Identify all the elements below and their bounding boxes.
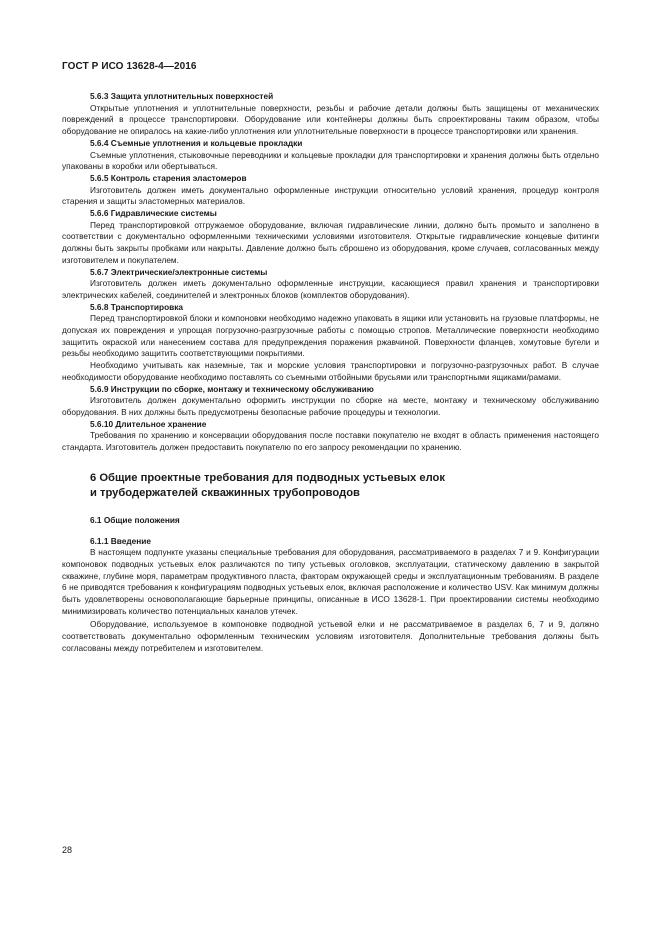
section-title-line: 6 Общие проектные требования для подводных устьевых елок bbox=[90, 471, 445, 484]
section-6-title bbox=[90, 471, 599, 501]
heading-5-6-6: 5.6.6 Гидравлические системы bbox=[90, 208, 217, 219]
paragraph: Открытые уплотнения и уплотнительные поверхности, резьбы и рабочие детали должны быть защищены от механических повреждений в процессе транспортировки. Оборудование или контейнеры должны быть спроектированы таким образом, чтобы оборудование не опиралось на какие-либо уплотнения или уплотнительные поверхности в процессе транспортировки или хранения. bbox=[62, 102, 599, 137]
heading-6-1-1: 6.1.1 Введение bbox=[90, 535, 151, 546]
page-number: 28 bbox=[62, 845, 73, 855]
paragraph: Изготовитель должен иметь документально оформленные инструкции относительно условий хранения, процедур контроля старения и защиты эластомерных материалов. bbox=[62, 184, 599, 207]
paragraph: Изготовитель должен документально оформить инструкции по сборке на месте, монтажу и техническому обслуживанию оборудования. В них должны быть предусмотрены безопасные рабочие процедуры и технологии. bbox=[62, 395, 599, 417]
heading-5-6-5: 5.6.5 Контроль старения эластомеров bbox=[90, 172, 247, 183]
paragraph: Изготовитель должен иметь документально оформленные инструкции, касающиеся правил хранения и транспортировки электрических кабелей, соединителей и электронных блоков (комплектов оборудования). bbox=[62, 278, 599, 300]
paragraph: Необходимо учитывать как наземные, так и морские условия транспортировки и погрузочно-разгрузочных работ. В случае необходимости оборудование необходимо поставлять со съемными отбойными брусьями или транспортными ящиками/рамами. bbox=[62, 360, 599, 382]
paragraph: Требования по хранению и консервации оборудования после поставки покупателю не входят в область применения настоящего стандарта. Изготовитель должен предоставить покупателю по его запросу рекомендации по хранению. bbox=[62, 430, 599, 453]
paragraph: Перед транспортировкой отгружаемое оборудование, включая гидравлические линии, должно быть промыто и заполнено в соответствии с документально оформленными техническими условиями изготовителя. Открытые гидравлические концевые фитинги должны быть закрыты пробками или накрыты. Давление должно быть сброшено из оборудования, кроме случаев, согласованных между изготовителем и покупателем. bbox=[62, 219, 599, 265]
heading-5-6-9: 5.6.9 Инструкции по сборке, монтажу и техническому обслуживанию bbox=[90, 383, 374, 394]
section-title-line: и трубодержателей скважинных трубопроводов bbox=[90, 486, 360, 499]
paragraph: В настоящем подпункте указаны специальные требования для оборудования, рассматриваемого в разделах 7 и 9. Конфигурации компоновок подводных устьевых елок различаются по типу устьевых оголовков, эксплуатации, статическому давлению в закрытой скважине, глубине моря, параметрам продуктивного пласта, факторам окружающей среды и эксплуатационным требованиям. В разделе 6 не приводятся требования к конфигурациям подводных устьевых елок, включая расположение и количество USV. Как минимум должны быть удовлетворены основополагающие барьерные принципы, описанные в ИСО 13628-1. При проектировании системы необходимо минимизировать количество потенциальных каналов утечек. bbox=[62, 547, 599, 616]
document-header: ГОСТ Р ИСО 13628-4—2016 bbox=[62, 61, 197, 72]
paragraph: Перед транспортировкой блоки и компоновки необходимо надежно упаковать в ящики или установить на грузовые платформы, не допуская их повреждения и упрощая погрузочно-разгрузочные работы с помощью стропов. Металлические поверхности необходимо защитить окраской или нанесением состава для предупреждения поражения ржавчиной. Поверхности фланцев, хомутовые бугели и резьбы необходимо защитить соответствующими покрытиями. bbox=[62, 313, 599, 359]
paragraph: Съемные уплотнения, стыковочные переводники и кольцевые прокладки для транспортировки и хранения должны быть отдельно упакованы в коробки или обертываться. bbox=[62, 149, 599, 172]
heading-5-6-8: 5.6.8 Транспортировка bbox=[90, 301, 184, 312]
heading-5-6-10: 5.6.10 Длительное хранение bbox=[90, 418, 207, 429]
paragraph: Оборудование, используемое в компоновке подводной устьевой елки и не рассматриваемое в разделах 6, 7 и 9, должно соответствовать документально оформленным техническим условиям изготовителя. Дополнительные требования должны быть согласованы между потребителем и изготовителем. bbox=[62, 619, 599, 653]
document-body bbox=[62, 91, 599, 655]
heading-6-1: 6.1 Общие положения bbox=[90, 514, 180, 525]
heading-5-6-3: 5.6.3 Защита уплотнительных поверхностей bbox=[90, 91, 274, 101]
heading-5-6-4: 5.6.4 Съемные уплотнения и кольцевые прокладки bbox=[90, 137, 303, 148]
heading-5-6-7: 5.6.7 Электрические/электронные системы bbox=[90, 266, 268, 277]
